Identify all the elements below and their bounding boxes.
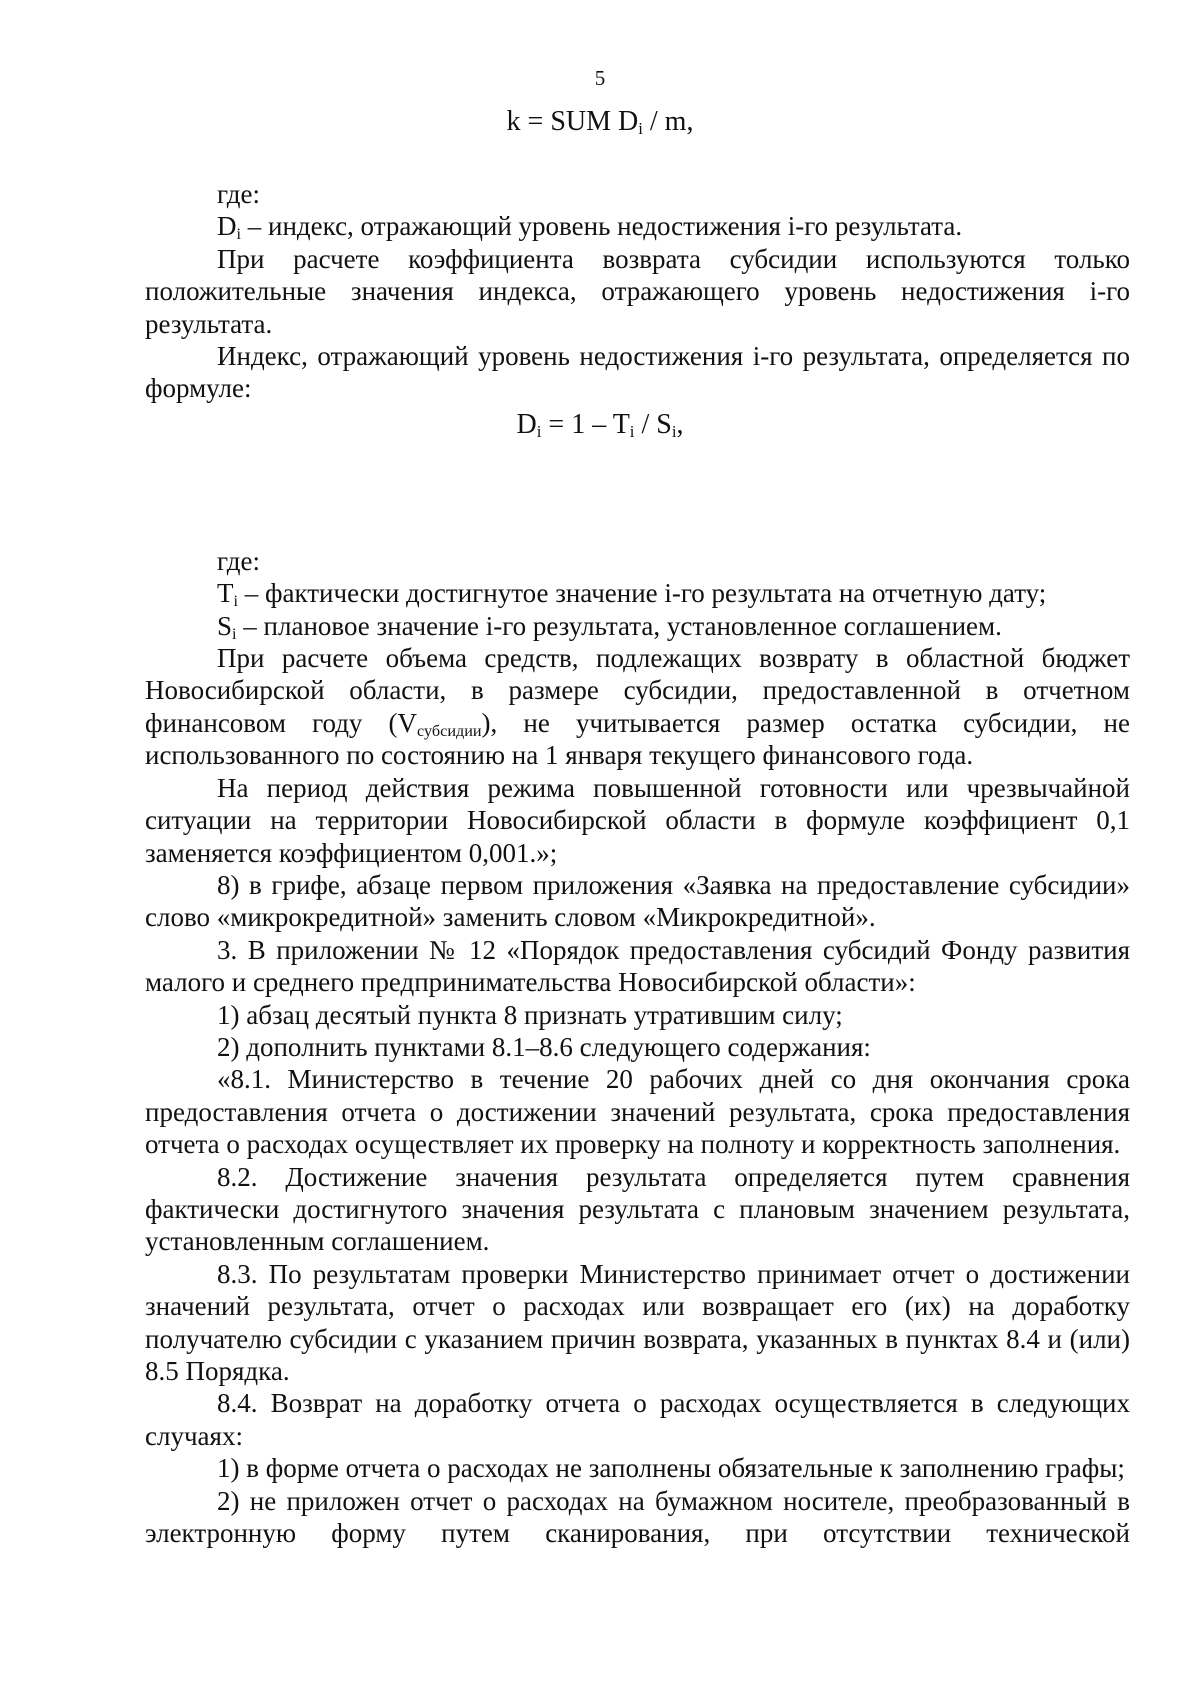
volume-text-a: При расчете объема средств, подлежащих возврату в областной бюджет Новосибирской области, в размере субсидии, предоставленной в отчетном финансовом году (V: [145, 643, 1130, 738]
paragraph-item-8: 8) в грифе, абзаце первом приложения «Заявка на предоставление субсидии» слово «микрокредитной» заменить словом «Микрокредитной».: [145, 869, 1130, 933]
paragraph-8-4-1: 1) в форме отчета о расходах не заполнены обязательные к заполнению графы;: [217, 1453, 1125, 1484]
paragraph-8-1: «8.1. Министерство в течение 20 рабочих дней со дня окончания срока предоставления отчета о достижении значений результата, срока предоставления отчета о расходах осуществляет их проверку на полноту и корректность заполнения.: [145, 1064, 1130, 1160]
formula-k: [0, 102, 1200, 142]
si-sub: i: [232, 624, 237, 643]
definition-si: [145, 610, 1130, 642]
formula-d-d: ,: [676, 409, 684, 440]
formula-spacer: [145, 405, 1130, 545]
paragraph-volume: [145, 642, 1130, 772]
si-text: – плановое значение i-го результата, установленное соглашением.: [236, 610, 1002, 641]
formula-k-sub: i: [638, 119, 643, 139]
paragraph-3-1: 1) абзац десятый пункта 8 признать утратившим силу;: [217, 999, 843, 1030]
document-body: [145, 178, 1130, 1549]
volume-sub: субсидии: [417, 721, 482, 740]
paragraph-8-4: 8.4. Возврат на доработку отчета о расходах осуществляется в следующих случаях:: [145, 1388, 1130, 1451]
formula-d-b-sub: i: [629, 422, 635, 442]
di-symbol: D: [217, 211, 237, 242]
di-sub: i: [236, 225, 241, 244]
paragraph-index-formula: Индекс, отражающий уровень недостижения i-го результата, определяется по формуле:: [145, 341, 1130, 404]
formula-d-c: / S: [634, 409, 672, 440]
formula-d-b: = 1 – T: [541, 409, 630, 440]
paragraph-regime: На период действия режима повышенной готовности или чрезвычайной ситуации на территории Новосибирской области в формуле коэффициент 0,1 заменяется коэффициентом 0,001.»;: [145, 772, 1130, 868]
formula-d-a: D: [516, 409, 537, 440]
paragraph-positive-values: При расчете коэффициента возврата субсидии используются только положительные значения индекса, отражающего уровень недостижения i-го результата.: [145, 243, 1130, 339]
formula-k-rhs: / m,: [642, 106, 694, 137]
volume-text-b: ), не учитывается размер остатка субсидии, не использованного по состоянию на 1 января текущего финансового года.: [145, 707, 1130, 771]
paragraph-8-2: 8.2. Достижение значения результата определяется путем сравнения фактически достигнутого значения результата с плановым значением результата, установленным соглашением.: [145, 1161, 1130, 1257]
formula-k-lhs: k = SUM D: [506, 106, 639, 137]
paragraph-8-3: 8.3. По результатам проверки Министерство принимает отчет о достижении значений результата, отчет о расходах или возвращает его (их) на доработку получателю субсидии с указанием причин возврата, указанных в пунктах 8.4 и (или) 8.5 Порядка.: [145, 1258, 1130, 1386]
paragraph-3-2: 2) дополнить пунктами 8.1–8.6 следующего содержания:: [217, 1031, 871, 1062]
ti-symbol: T: [217, 578, 234, 609]
paragraph-8-4-2: 2) не приложен отчет о расходах на бумажном носителе, преобразованный в электронную форму путем сканирования, при отсутствии технической: [145, 1485, 1130, 1549]
paragraph-section-3: 3. В приложении № 12 «Порядок предоставления субсидий Фонду развития малого и среднего предпринимательства Новосибирской области»:: [145, 934, 1130, 998]
ti-sub: i: [233, 592, 238, 611]
page-number: 5: [594, 66, 606, 90]
si-symbol: S: [217, 610, 233, 641]
di-text: – индекс, отражающий уровень недостижения i-го результата.: [241, 211, 963, 242]
where-label-1: где:: [217, 179, 260, 209]
formula-d-a-sub: i: [536, 422, 542, 442]
where-label-2: где:: [217, 545, 260, 576]
definition-ti: [145, 577, 1130, 609]
formula-d-c-sub: i: [671, 422, 677, 442]
ti-text: – фактически достигнутое значение i-го результата на отчетную дату;: [238, 578, 1047, 609]
definition-di: [145, 210, 1130, 242]
